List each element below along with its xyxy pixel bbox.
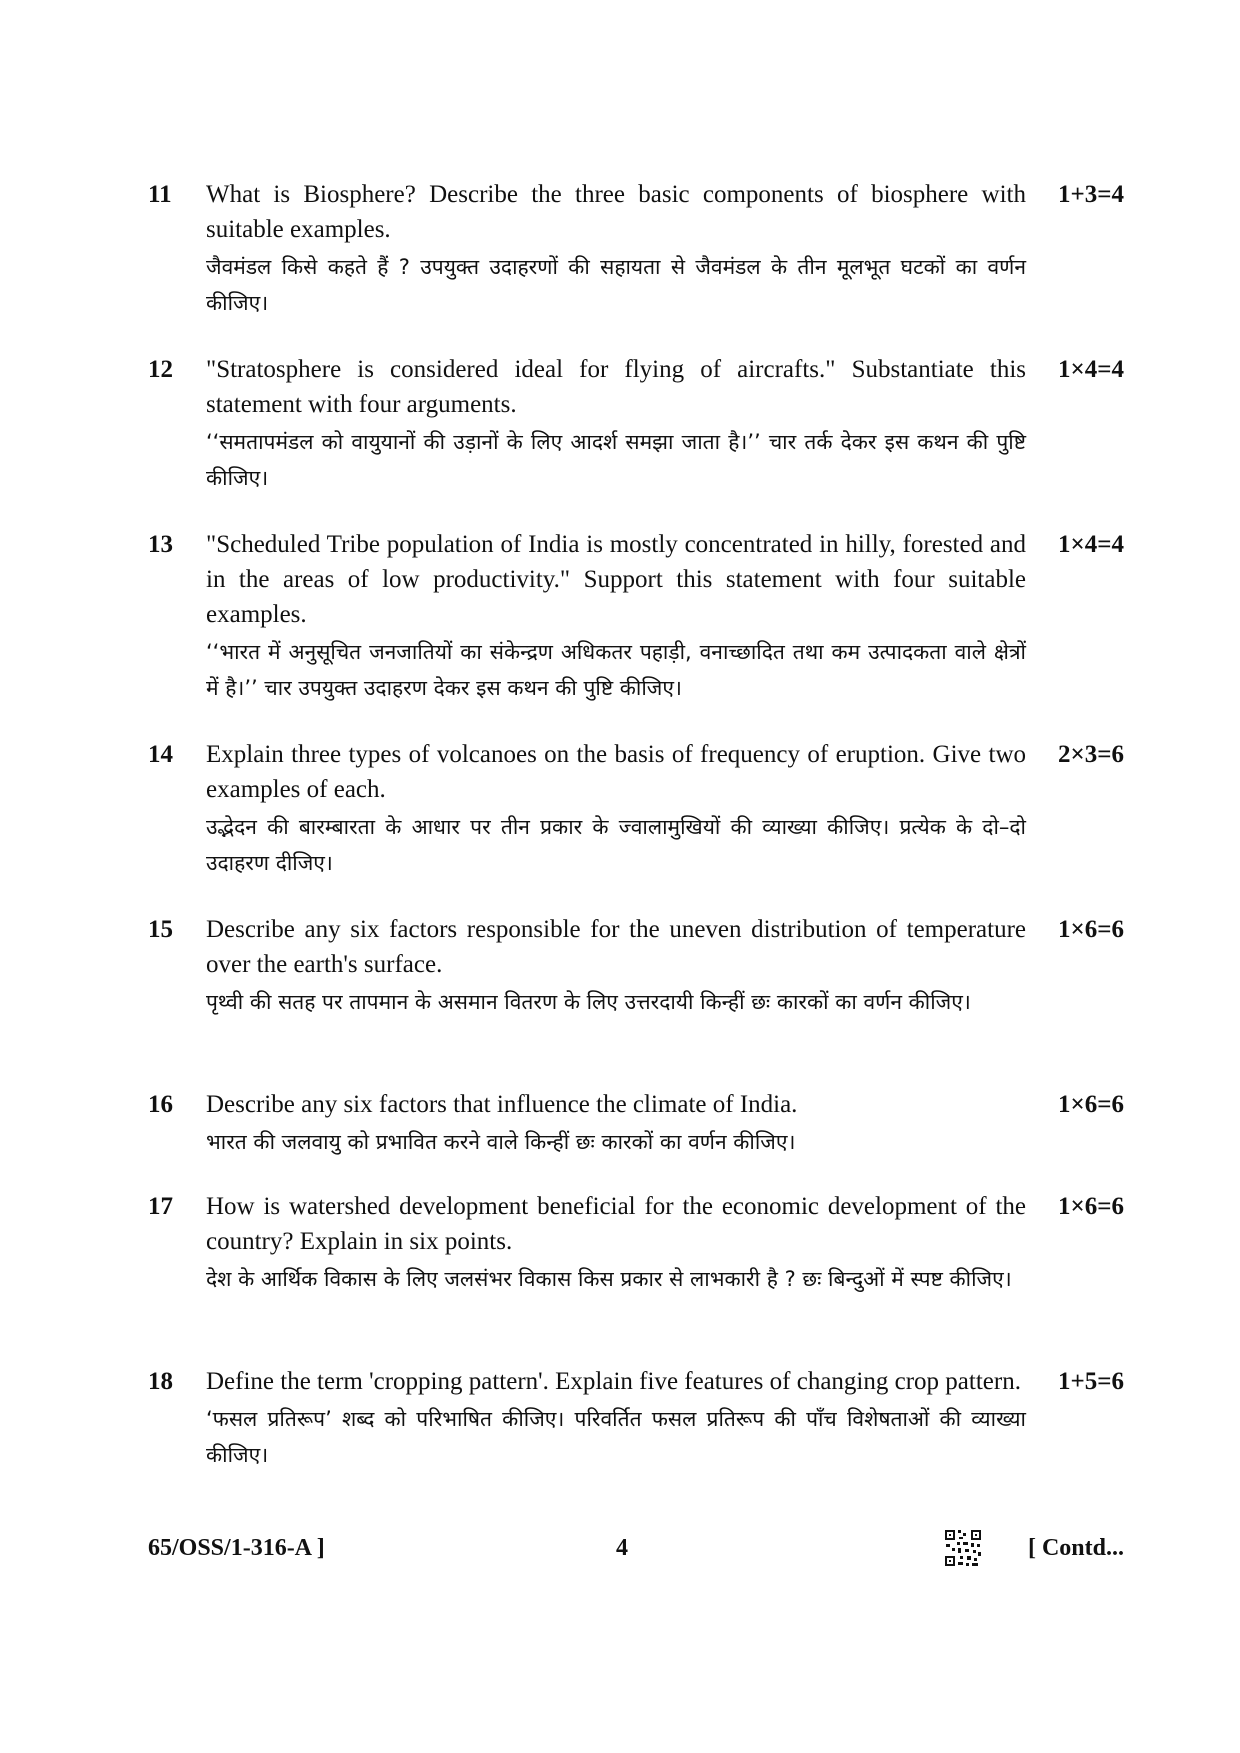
question-text-english: What is Biosphere? Describe the three basic components of biosphere with suitable examples.: [206, 181, 1026, 243]
question-text-hindi: देश के आर्थिक विकास के लिए जलसंभर विकास किस प्रकार से लाभकारी है ? छः बिन्दुओं में स्पष्ट कीजिए।: [206, 1267, 1012, 1291]
question-text-hindi: भारत की जलवायु को प्रभावित करने वाले किन्हीं छः कारकों का वर्णन कीजिए।: [206, 1130, 796, 1154]
question-number: 15: [148, 916, 173, 943]
question-text-hindi: ‘फसल प्रतिरूप’ शब्द को परिभाषित कीजिए। परिवर्तित फसल प्रतिरूप की पाँच विशेषताओं की व्याख्या कीजिए।: [206, 1407, 1026, 1467]
question-text-english: How is watershed development beneficial for the economic development of the country? Explain in six points.: [206, 1193, 1026, 1255]
question-marks: 1×4=4: [1058, 356, 1124, 383]
question-number: 17: [148, 1193, 173, 1220]
paper-code: 65/OSS/1-316-A ]: [148, 1535, 325, 1561]
question-marks: 2×3=6: [1058, 741, 1124, 768]
page-footer: [148, 1528, 1124, 1568]
question-marks: 1×6=6: [1058, 916, 1124, 943]
question-number: 13: [148, 531, 173, 558]
question-text-hindi: ‘‘भारत में अनुसूचित जनजातियों का संकेन्द्रण अधिकतर पहाड़ी, वनाच्छादित तथा कम उत्पादकता वाले क्षेत्रों में है।’’ चार उपयुक्त उदाहरण देकर इस कथन की पुष्टि कीजिए।: [206, 640, 1026, 700]
question-text-english: "Stratosphere is considered ideal for flying of aircrafts." Substantiate this statement with four arguments.: [206, 356, 1026, 418]
question-text-english: Explain three types of volcanoes on the basis of frequency of eruption. Give two examples of each.: [206, 741, 1026, 803]
question-number: 11: [148, 181, 172, 208]
qr-code-icon: [943, 1528, 983, 1568]
question-number: 18: [148, 1368, 173, 1395]
question-number: 12: [148, 356, 173, 383]
question-text-hindi: जैवमंडल किसे कहते हैं ? उपयुक्त उदाहरणों की सहायता से जैवमंडल के तीन मूलभूत घटकों का वर्णन कीजिए।: [206, 255, 1026, 315]
question-text-english: Describe any six factors responsible for the uneven distribution of temperature over the earth's surface.: [206, 916, 1026, 978]
continued-label: [ Contd...: [1027, 1535, 1124, 1561]
question-number: 14: [148, 741, 173, 768]
question-marks: 1+5=6: [1058, 1368, 1124, 1395]
question-text-english: Define the term 'cropping pattern'. Explain five features of changing crop pattern.: [206, 1368, 1021, 1395]
question-text-english: "Scheduled Tribe population of India is mostly concentrated in hilly, forested and in the areas of low productivity." Support this statement with four suitable examples.: [206, 531, 1026, 628]
question-text-hindi: उद्भेदन की बारम्बारता के आधार पर तीन प्रकार के ज्वालामुखियों की व्याख्या कीजिए। प्रत्येक के दो–दो उदाहरण दीजिए।: [206, 815, 1026, 875]
question-text-hindi: पृथ्वी की सतह पर तापमान के असमान वितरण के लिए उत्तरदायी किन्हीं छः कारकों का वर्णन कीजिए।: [206, 990, 971, 1014]
question-text-english: Describe any six factors that influence the climate of India.: [206, 1091, 798, 1118]
question-marks: 1×4=4: [1058, 531, 1124, 558]
question-text-hindi: ‘‘समतापमंडल को वायुयानों की उड़ानों के लिए आदर्श समझा जाता है।’’ चार तर्क देकर इस कथन की पुष्टि कीजिए।: [206, 430, 1026, 490]
question-marks: 1×6=6: [1058, 1091, 1124, 1118]
question-marks: 1+3=4: [1058, 181, 1124, 208]
question-number: 16: [148, 1091, 173, 1118]
page-number: 4: [616, 1535, 628, 1561]
question-marks: 1×6=6: [1058, 1193, 1124, 1220]
